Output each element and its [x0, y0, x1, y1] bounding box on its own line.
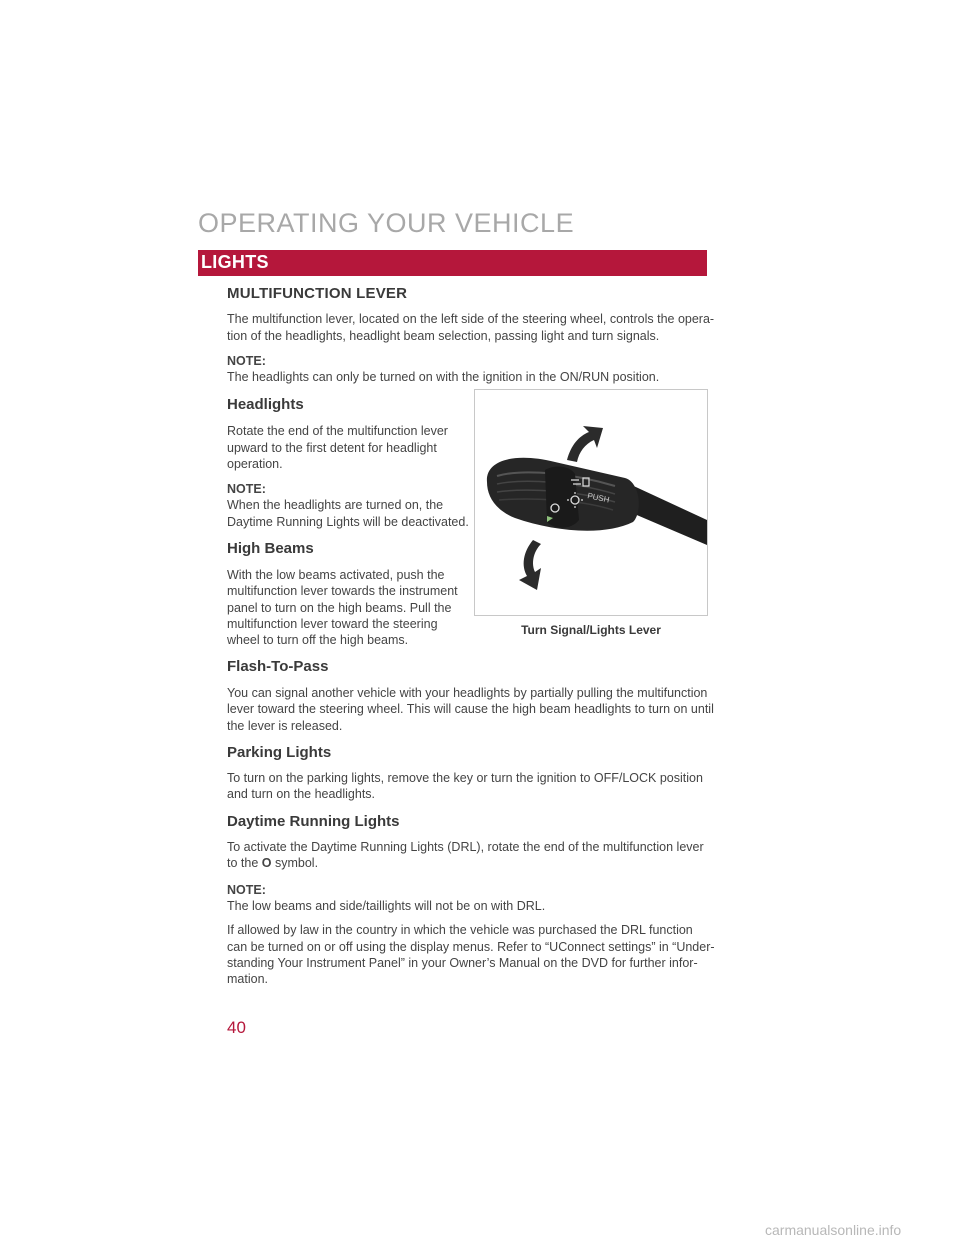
down-arrow-icon — [519, 540, 541, 590]
headlights-line: operation. — [227, 457, 283, 471]
headlights-line: upward to the first detent for headlight — [227, 441, 437, 455]
section-banner — [198, 250, 707, 276]
high-beams-line: multifunction lever towards the instrument — [227, 584, 458, 598]
drl-heading: Daytime Running Lights — [227, 813, 400, 830]
turn-signal-lever-illustration — [475, 390, 707, 615]
multifunction-intro-line: tion of the headlights, headlight beam selection, passing light and turn signals. — [227, 329, 660, 343]
drl-line-2 — [227, 855, 318, 872]
drl-line-2-post: symbol. — [274, 856, 319, 870]
high-beams-line: panel to turn on the high beams. Pull the — [227, 601, 452, 615]
multifunction-heading: MULTIFUNCTION LEVER — [227, 285, 408, 302]
headlights-note-line: Daytime Running Lights will be deactivated. — [227, 515, 469, 529]
high-beams-line: With the low beams activated, push the — [227, 568, 445, 582]
page-number: 40 — [227, 1018, 246, 1037]
note-label: NOTE: — [227, 482, 266, 496]
note-text: The headlights can only be turned on with the ignition in the ON/RUN position. — [227, 370, 660, 384]
drl-note-text: The low beams and side/taillights will not be on with DRL. — [227, 899, 546, 913]
drl-para-line: mation. — [227, 972, 268, 986]
section-title: LIGHTS — [201, 252, 269, 272]
figure-caption: Turn Signal/Lights Lever — [521, 623, 661, 637]
headlights-heading: Headlights — [227, 396, 304, 413]
flash-to-pass-heading: Flash-To-Pass — [227, 658, 329, 675]
drl-para-line: If allowed by law in the country in which the vehicle was purchased the DRL function — [227, 923, 693, 937]
push-label: PUSH — [586, 491, 611, 505]
headlights-line: Rotate the end of the multifunction lever — [227, 424, 448, 438]
turn-signal-lever-figure — [474, 389, 708, 616]
note-label: NOTE: — [227, 883, 266, 897]
drl-para-line: standing Your Instrument Panel” in your Owner’s Manual on the DVD for further infor- — [227, 956, 698, 970]
note-label: NOTE: — [227, 354, 266, 368]
chapter-title: OPERATING YOUR VEHICLE — [198, 208, 575, 238]
high-beams-line: wheel to turn off the high beams. — [227, 633, 409, 647]
high-beams-line: multifunction lever toward the steering — [227, 617, 438, 631]
drl-line-2-pre: to the — [227, 856, 259, 870]
flash-to-pass-line: You can signal another vehicle with your headlights by partially pulling the multifunction — [227, 686, 708, 700]
parking-lights-line: To turn on the parking lights, remove the key or turn the ignition to OFF/LOCK position — [227, 771, 703, 785]
drl-line: To activate the Daytime Running Lights (DRL), rotate the end of the multifunction lever — [227, 840, 704, 854]
up-arrow-icon — [567, 426, 603, 462]
headlights-note-line: When the headlights are turned on, the — [227, 498, 444, 512]
flash-to-pass-line: lever toward the steering wheel. This will cause the high beam headlights to turn on until — [227, 702, 714, 716]
high-beams-heading: High Beams — [227, 540, 314, 557]
parking-lights-heading: Parking Lights — [227, 744, 332, 761]
flash-to-pass-line: the lever is released. — [227, 719, 343, 733]
parking-lights-line: and turn on the headlights. — [227, 787, 376, 801]
drl-symbol: O — [261, 856, 272, 870]
multifunction-intro-line: The multifunction lever, located on the left side of the steering wheel, controls the opera- — [227, 312, 715, 326]
watermark: carmanualsonline.info — [765, 1222, 902, 1238]
drl-para-line: can be turned on or off using the display menus. Refer to “UConnect settings” in “Under- — [227, 940, 715, 954]
